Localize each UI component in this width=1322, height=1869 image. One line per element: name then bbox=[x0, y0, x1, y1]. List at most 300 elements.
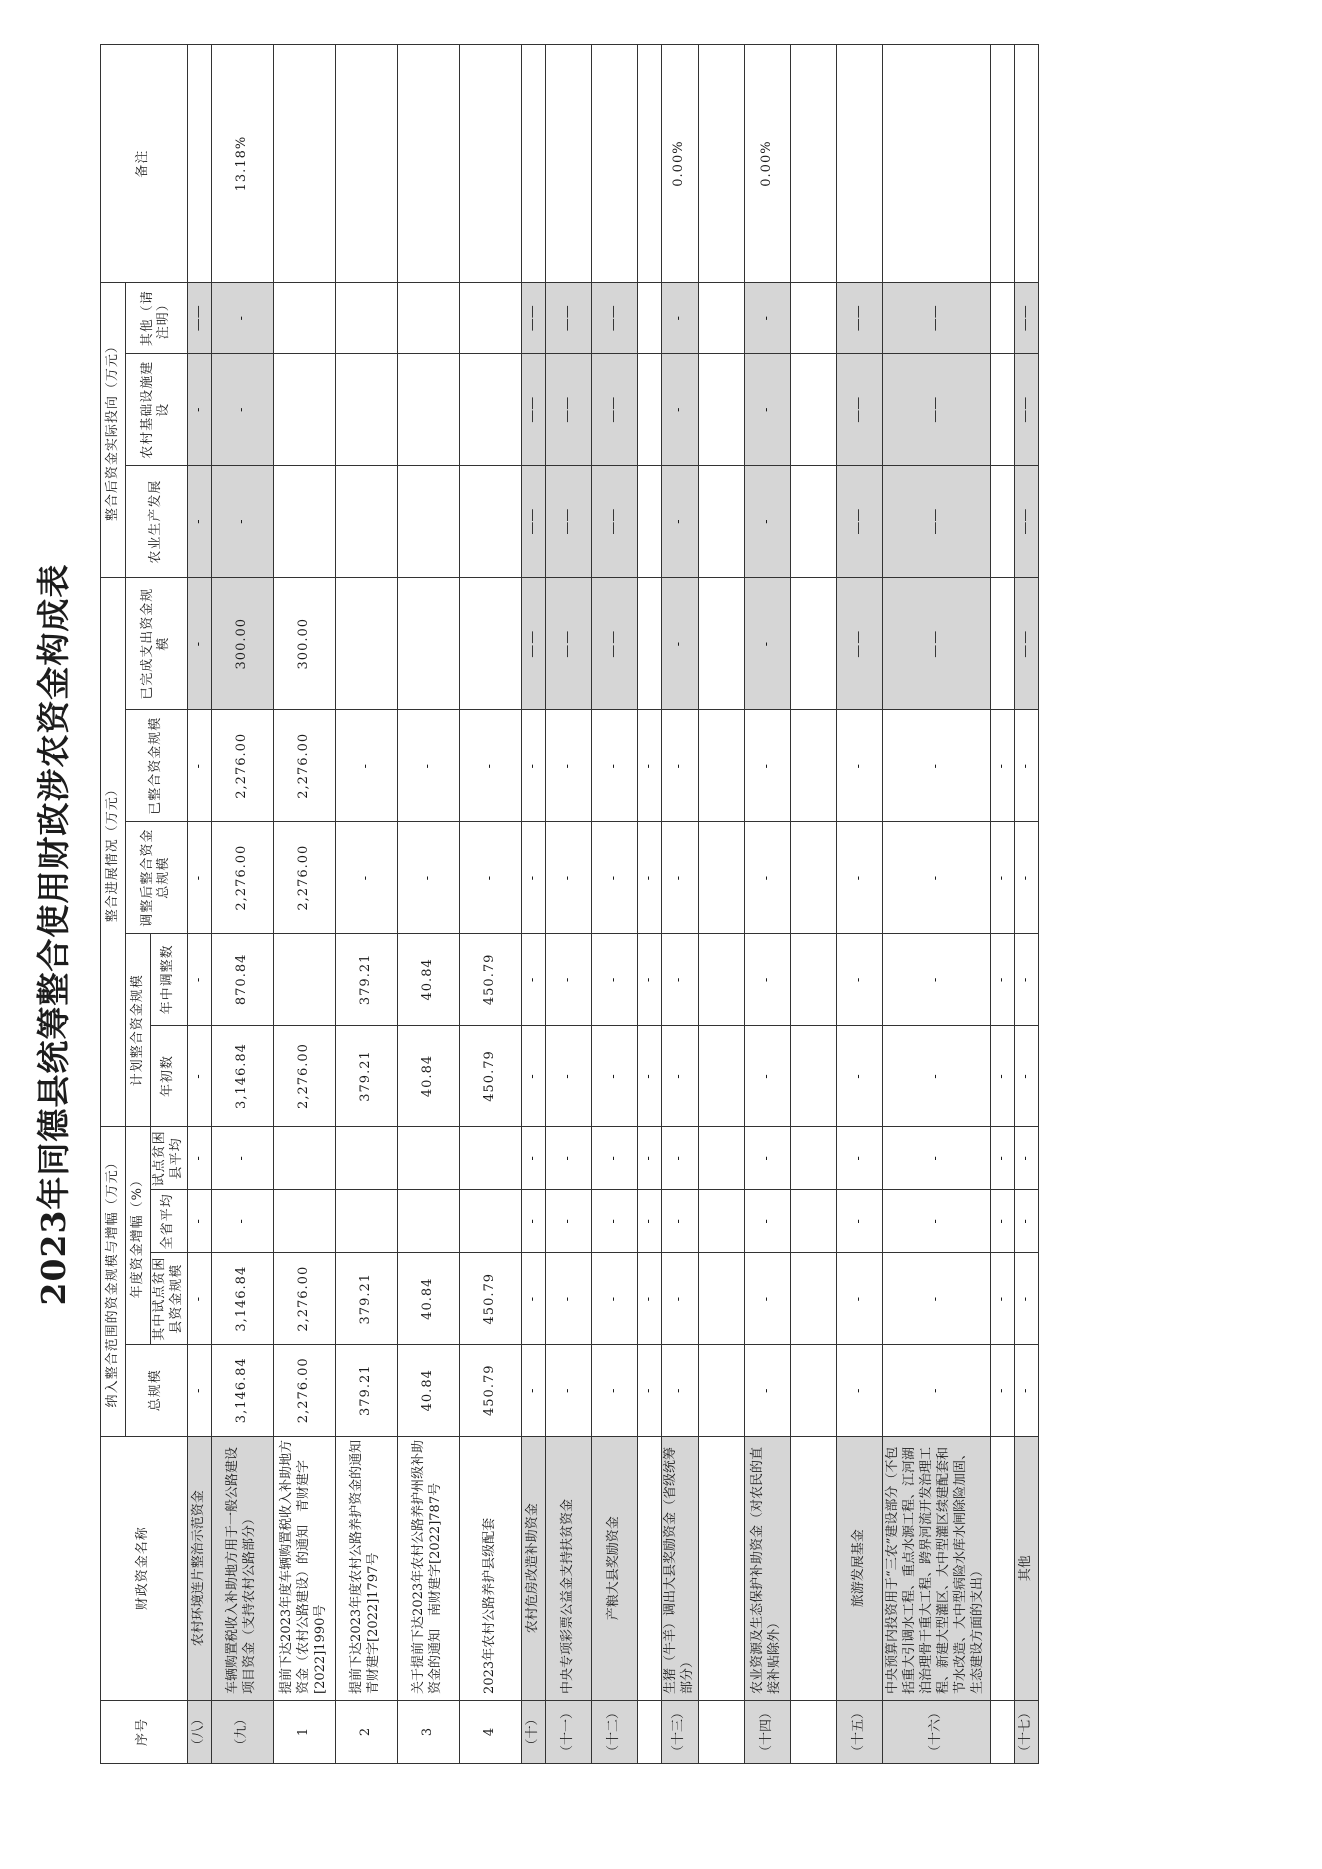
cell-begin-year: - bbox=[882, 1025, 990, 1127]
cell-rural-infra bbox=[397, 354, 459, 466]
cell-total-scale: 450.79 bbox=[459, 1344, 521, 1436]
cell-province-avg: - bbox=[591, 1190, 637, 1253]
cell-begin-year: - bbox=[661, 1025, 698, 1127]
cell-mid-adjust: - bbox=[882, 934, 990, 1026]
cell-remark: 0.00% bbox=[661, 45, 698, 283]
cell-pilot-scale: - bbox=[637, 1253, 661, 1345]
cell-remark bbox=[591, 45, 637, 283]
cell-begin-year: - bbox=[521, 1025, 545, 1127]
cell-adjusted-total: - bbox=[744, 822, 790, 934]
table-row bbox=[187, 45, 211, 1764]
cell-adjusted-total: - bbox=[661, 822, 698, 934]
cell-agri-prod: - bbox=[211, 466, 273, 578]
cell-spent bbox=[335, 578, 397, 710]
cell-seq bbox=[990, 1700, 1014, 1763]
table-row bbox=[1014, 45, 1038, 1764]
cell-province-avg bbox=[790, 1190, 836, 1253]
cell-adjusted-total: - bbox=[637, 822, 661, 934]
cell-remark bbox=[882, 45, 990, 283]
cell-adjusted-total: 2,276.00 bbox=[211, 822, 273, 934]
cell-province-avg: - bbox=[545, 1190, 591, 1253]
cell-other: —— bbox=[187, 283, 211, 354]
cell-adjusted-total: - bbox=[836, 822, 882, 934]
cell-other bbox=[990, 283, 1014, 354]
cell-province-avg bbox=[335, 1190, 397, 1253]
cell-fund-name bbox=[990, 1436, 1014, 1700]
cell-pilot-scale: - bbox=[591, 1253, 637, 1345]
table-row bbox=[591, 45, 637, 1764]
cell-adjusted-total: - bbox=[545, 822, 591, 934]
cell-begin-year: - bbox=[836, 1025, 882, 1127]
cell-begin-year: - bbox=[744, 1025, 790, 1127]
cell-pilot-avg: - bbox=[187, 1127, 211, 1190]
cell-agri-prod bbox=[397, 466, 459, 578]
cell-total-scale: - bbox=[637, 1344, 661, 1436]
table-row bbox=[397, 45, 459, 1764]
cell-fund-name: 车辆购置税收入补助地方用于一般公路建设项目资金（支持农村公路部分） bbox=[211, 1436, 273, 1700]
cell-adjusted-total: - bbox=[882, 822, 990, 934]
cell-begin-year: - bbox=[187, 1025, 211, 1127]
cell-seq: （十六） bbox=[882, 1700, 990, 1763]
cell-seq: （十三） bbox=[661, 1700, 698, 1763]
cell-begin-year: 2,276.00 bbox=[273, 1025, 335, 1127]
cell-province-avg: - bbox=[990, 1190, 1014, 1253]
cell-spent: - bbox=[661, 578, 698, 710]
cell-seq bbox=[637, 1700, 661, 1763]
cell-adjusted-total: - bbox=[521, 822, 545, 934]
cell-total-scale: - bbox=[661, 1344, 698, 1436]
cell-other: —— bbox=[591, 283, 637, 354]
cell-total-scale: - bbox=[990, 1344, 1014, 1436]
header-seq: 序号 bbox=[101, 1700, 188, 1763]
cell-pilot-scale: - bbox=[545, 1253, 591, 1345]
cell-pilot-avg bbox=[273, 1127, 335, 1190]
cell-spent bbox=[790, 578, 836, 710]
cell-fund-name: 产粮大县奖励资金 bbox=[591, 1436, 637, 1700]
cell-pilot-scale: - bbox=[744, 1253, 790, 1345]
cell-mid-adjust bbox=[273, 934, 335, 1026]
cell-integrated: - bbox=[521, 710, 545, 822]
cell-pilot-scale: 3,146.84 bbox=[211, 1253, 273, 1345]
cell-other bbox=[637, 283, 661, 354]
cell-remark: 0.00% bbox=[744, 45, 790, 283]
header-pilot-county-scale: 其中试点贫困县资金规模 bbox=[151, 1253, 188, 1345]
cell-rural-infra bbox=[273, 354, 335, 466]
cell-remark: 13.18% bbox=[211, 45, 273, 283]
table-row bbox=[661, 45, 698, 1764]
cell-pilot-avg bbox=[459, 1127, 521, 1190]
cell-integrated: - bbox=[459, 710, 521, 822]
cell-integrated bbox=[790, 710, 836, 822]
cell-remark bbox=[335, 45, 397, 283]
cell-pilot-scale: 379.21 bbox=[335, 1253, 397, 1345]
cell-fund-name: 2023年农村公路养护县级配套 bbox=[459, 1436, 521, 1700]
cell-total-scale: - bbox=[882, 1344, 990, 1436]
cell-agri-prod bbox=[459, 466, 521, 578]
cell-total-scale: - bbox=[187, 1344, 211, 1436]
cell-other: - bbox=[211, 283, 273, 354]
cell-other: —— bbox=[836, 283, 882, 354]
cell-other bbox=[790, 283, 836, 354]
cell-seq: 4 bbox=[459, 1700, 521, 1763]
cell-province-avg bbox=[397, 1190, 459, 1253]
cell-pilot-scale: - bbox=[187, 1253, 211, 1345]
cell-seq: （十一） bbox=[545, 1700, 591, 1763]
cell-begin-year: 379.21 bbox=[335, 1025, 397, 1127]
header-fund-name: 财政资金名称 bbox=[101, 1436, 188, 1700]
cell-mid-adjust: - bbox=[545, 934, 591, 1026]
cell-rural-infra: —— bbox=[1014, 354, 1038, 466]
cell-spent: —— bbox=[545, 578, 591, 710]
cell-remark bbox=[1014, 45, 1038, 283]
cell-spent bbox=[637, 578, 661, 710]
cell-other: —— bbox=[521, 283, 545, 354]
cell-agri-prod: —— bbox=[521, 466, 545, 578]
cell-province-avg: - bbox=[882, 1190, 990, 1253]
table-row bbox=[836, 45, 882, 1764]
cell-adjusted-total: - bbox=[187, 822, 211, 934]
cell-rural-infra bbox=[637, 354, 661, 466]
cell-begin-year: - bbox=[545, 1025, 591, 1127]
header-adjusted-total: 调整后整合资金总规模 bbox=[126, 822, 188, 934]
cell-pilot-scale bbox=[790, 1253, 836, 1345]
cell-fund-name bbox=[790, 1436, 836, 1700]
cell-mid-adjust: - bbox=[661, 934, 698, 1026]
cell-fund-name bbox=[698, 1436, 744, 1700]
cell-mid-adjust: - bbox=[591, 934, 637, 1026]
cell-rural-infra: —— bbox=[521, 354, 545, 466]
cell-province-avg: - bbox=[637, 1190, 661, 1253]
cell-fund-name: 农业资源及生态保护补助资金（对农民的直接补贴除外） bbox=[744, 1436, 790, 1700]
cell-agri-prod: —— bbox=[882, 466, 990, 578]
cell-mid-adjust: - bbox=[744, 934, 790, 1026]
cell-agri-prod bbox=[990, 466, 1014, 578]
cell-adjusted-total: - bbox=[990, 822, 1014, 934]
cell-pilot-avg: - bbox=[591, 1127, 637, 1190]
cell-mid-adjust: - bbox=[990, 934, 1014, 1026]
cell-pilot-scale bbox=[698, 1253, 744, 1345]
header-province-avg: 全省平均 bbox=[151, 1190, 188, 1253]
cell-spent: - bbox=[744, 578, 790, 710]
header-pilot-avg: 试点贫困县平均 bbox=[151, 1127, 188, 1190]
cell-integrated: - bbox=[661, 710, 698, 822]
cell-spent: —— bbox=[882, 578, 990, 710]
cell-total-scale: - bbox=[744, 1344, 790, 1436]
cell-total-scale: - bbox=[1014, 1344, 1038, 1436]
cell-agri-prod bbox=[273, 466, 335, 578]
cell-rural-infra bbox=[990, 354, 1014, 466]
cell-rural-infra: - bbox=[661, 354, 698, 466]
cell-mid-adjust: 450.79 bbox=[459, 934, 521, 1026]
cell-total-scale: - bbox=[521, 1344, 545, 1436]
cell-other bbox=[698, 283, 744, 354]
cell-begin-year bbox=[790, 1025, 836, 1127]
header-rural-infra: 农村基础设施建设 bbox=[126, 354, 188, 466]
cell-rural-infra: —— bbox=[545, 354, 591, 466]
cell-spent: - bbox=[187, 578, 211, 710]
cell-spent: —— bbox=[521, 578, 545, 710]
cell-adjusted-total: - bbox=[1014, 822, 1038, 934]
table-row bbox=[790, 45, 836, 1764]
cell-remark bbox=[698, 45, 744, 283]
cell-spent: 300.00 bbox=[273, 578, 335, 710]
cell-integrated: - bbox=[836, 710, 882, 822]
cell-province-avg: - bbox=[661, 1190, 698, 1253]
cell-pilot-avg: - bbox=[545, 1127, 591, 1190]
cell-other bbox=[459, 283, 521, 354]
cell-province-avg bbox=[459, 1190, 521, 1253]
cell-agri-prod: —— bbox=[591, 466, 637, 578]
cell-remark bbox=[790, 45, 836, 283]
cell-seq: （十四） bbox=[744, 1700, 790, 1763]
cell-pilot-avg: - bbox=[836, 1127, 882, 1190]
cell-seq: （九） bbox=[211, 1700, 273, 1763]
cell-adjusted-total bbox=[790, 822, 836, 934]
cell-agri-prod bbox=[335, 466, 397, 578]
cell-spent: —— bbox=[836, 578, 882, 710]
cell-mid-adjust: 870.84 bbox=[211, 934, 273, 1026]
cell-remark bbox=[990, 45, 1014, 283]
cell-spent bbox=[459, 578, 521, 710]
cell-rural-infra bbox=[459, 354, 521, 466]
cell-integrated: - bbox=[882, 710, 990, 822]
cell-seq: （十二） bbox=[591, 1700, 637, 1763]
cell-agri-prod: - bbox=[744, 466, 790, 578]
table-row bbox=[521, 45, 545, 1764]
cell-mid-adjust: 40.84 bbox=[397, 934, 459, 1026]
cell-seq: 1 bbox=[273, 1700, 335, 1763]
cell-rural-infra bbox=[698, 354, 744, 466]
cell-fund-name: 中央专项彩票公益金支持扶贫资金 bbox=[545, 1436, 591, 1700]
cell-remark bbox=[836, 45, 882, 283]
cell-pilot-avg bbox=[397, 1127, 459, 1190]
cell-adjusted-total bbox=[698, 822, 744, 934]
cell-province-avg: - bbox=[1014, 1190, 1038, 1253]
cell-fund-name: 生猪（牛羊）调出大县奖励资金（省级统筹部分） bbox=[661, 1436, 698, 1700]
table-row bbox=[335, 45, 397, 1764]
cell-integrated: - bbox=[990, 710, 1014, 822]
cell-fund-name: 中央预算内投资用于“三农”建设部分（不包括重大引调水工程、重点水源工程、江河湖泊治理骨干重大工程、跨界河流开发治理工程、新建大型灌区、大中型灌区续建配套和节水改造、大中型病险水库水闸除险加固、生态建设方面的支出） bbox=[882, 1436, 990, 1700]
cell-seq: （十七） bbox=[1014, 1700, 1038, 1763]
cell-province-avg bbox=[698, 1190, 744, 1253]
cell-seq: 3 bbox=[397, 1700, 459, 1763]
cell-mid-adjust: - bbox=[1014, 934, 1038, 1026]
cell-agri-prod bbox=[790, 466, 836, 578]
cell-other bbox=[335, 283, 397, 354]
cell-other: —— bbox=[545, 283, 591, 354]
cell-mid-adjust: - bbox=[836, 934, 882, 1026]
cell-rural-infra: —— bbox=[882, 354, 990, 466]
cell-spent: —— bbox=[1014, 578, 1038, 710]
cell-agri-prod: —— bbox=[1014, 466, 1038, 578]
cell-fund-name: 提前下达2023年度农村公路养护资金的通知 青财建字[2022]1797号 bbox=[335, 1436, 397, 1700]
cell-integrated: 2,276.00 bbox=[273, 710, 335, 822]
cell-begin-year: - bbox=[637, 1025, 661, 1127]
cell-rural-infra: —— bbox=[836, 354, 882, 466]
cell-integrated: - bbox=[335, 710, 397, 822]
table-row bbox=[211, 45, 273, 1764]
cell-fund-name: 农村危房改造补助资金 bbox=[521, 1436, 545, 1700]
cell-pilot-scale: - bbox=[521, 1253, 545, 1345]
cell-other: —— bbox=[1014, 283, 1038, 354]
cell-pilot-avg: - bbox=[1014, 1127, 1038, 1190]
cell-seq bbox=[790, 1700, 836, 1763]
table-row bbox=[273, 45, 335, 1764]
cell-agri-prod: - bbox=[661, 466, 698, 578]
cell-pilot-scale: 40.84 bbox=[397, 1253, 459, 1345]
cell-fund-name bbox=[637, 1436, 661, 1700]
cell-total-scale: 3,146.84 bbox=[211, 1344, 273, 1436]
cell-spent bbox=[397, 578, 459, 710]
table-body bbox=[187, 45, 1038, 1764]
cell-remark bbox=[273, 45, 335, 283]
cell-integrated: - bbox=[591, 710, 637, 822]
cell-pilot-avg: - bbox=[882, 1127, 990, 1190]
page-title: 2023年同德县统筹整合使用财政涉农资金构成表 bbox=[34, 563, 73, 1306]
cell-agri-prod: —— bbox=[545, 466, 591, 578]
cell-other bbox=[397, 283, 459, 354]
cell-total-scale: 379.21 bbox=[335, 1344, 397, 1436]
cell-province-avg: - bbox=[187, 1190, 211, 1253]
cell-pilot-avg: - bbox=[637, 1127, 661, 1190]
table-row bbox=[698, 45, 744, 1764]
header-agri-prod: 农业生产发展 bbox=[126, 466, 188, 578]
cell-other bbox=[273, 283, 335, 354]
cell-total-scale: - bbox=[836, 1344, 882, 1436]
header-begin-year: 年初数 bbox=[151, 1025, 188, 1127]
cell-spent: 300.00 bbox=[211, 578, 273, 710]
cell-integrated: 2,276.00 bbox=[211, 710, 273, 822]
cell-integrated: - bbox=[187, 710, 211, 822]
cell-remark bbox=[637, 45, 661, 283]
cell-mid-adjust: - bbox=[187, 934, 211, 1026]
cell-seq: 2 bbox=[335, 1700, 397, 1763]
cell-pilot-scale: - bbox=[882, 1253, 990, 1345]
cell-total-scale: 40.84 bbox=[397, 1344, 459, 1436]
cell-integrated: - bbox=[397, 710, 459, 822]
cell-integrated: - bbox=[637, 710, 661, 822]
table-row bbox=[990, 45, 1014, 1764]
cell-mid-adjust bbox=[698, 934, 744, 1026]
cell-remark bbox=[545, 45, 591, 283]
cell-total-scale: - bbox=[545, 1344, 591, 1436]
cell-fund-name: 提前下达2023年度车辆购置税收入补助地方资金（农村公路建设）的通知 青财建字[2022]1990号 bbox=[273, 1436, 335, 1700]
cell-spent bbox=[990, 578, 1014, 710]
cell-rural-infra: - bbox=[187, 354, 211, 466]
cell-rural-infra: - bbox=[744, 354, 790, 466]
cell-province-avg: - bbox=[836, 1190, 882, 1253]
cell-province-avg: - bbox=[521, 1190, 545, 1253]
cell-seq bbox=[698, 1700, 744, 1763]
cell-pilot-scale: - bbox=[661, 1253, 698, 1345]
cell-agri-prod bbox=[637, 466, 661, 578]
header-total-scale: 总规模 bbox=[126, 1344, 188, 1436]
header-mid-adjust: 年中调整数 bbox=[151, 934, 188, 1026]
cell-other: - bbox=[661, 283, 698, 354]
header-actual-use: 整合后资金实际投向（万元） bbox=[101, 283, 126, 578]
cell-remark bbox=[521, 45, 545, 283]
cell-adjusted-total: - bbox=[591, 822, 637, 934]
cell-seq: （十五） bbox=[836, 1700, 882, 1763]
cell-mid-adjust: - bbox=[637, 934, 661, 1026]
cell-mid-adjust: 379.21 bbox=[335, 934, 397, 1026]
cell-pilot-scale: 450.79 bbox=[459, 1253, 521, 1345]
header-spent: 已完成支出资金规模 bbox=[126, 578, 188, 710]
cell-pilot-avg bbox=[335, 1127, 397, 1190]
cell-spent: —— bbox=[591, 578, 637, 710]
header-annual-growth: 年度资金增幅（%） bbox=[126, 1127, 151, 1345]
cell-begin-year: - bbox=[1014, 1025, 1038, 1127]
cell-mid-adjust bbox=[790, 934, 836, 1026]
cell-pilot-avg: - bbox=[661, 1127, 698, 1190]
cell-mid-adjust: - bbox=[521, 934, 545, 1026]
cell-integrated: - bbox=[545, 710, 591, 822]
cell-seq: （八） bbox=[187, 1700, 211, 1763]
cell-begin-year: 40.84 bbox=[397, 1025, 459, 1127]
table-row bbox=[882, 45, 990, 1764]
table-row bbox=[744, 45, 790, 1764]
cell-spent bbox=[698, 578, 744, 710]
table-row bbox=[545, 45, 591, 1764]
cell-rural-infra bbox=[335, 354, 397, 466]
cell-pilot-scale: - bbox=[1014, 1253, 1038, 1345]
header-progress: 整合进展情况（万元） bbox=[101, 578, 126, 1127]
cell-agri-prod: - bbox=[187, 466, 211, 578]
cell-pilot-avg: - bbox=[211, 1127, 273, 1190]
header-other: 其他（请注明） bbox=[126, 283, 188, 354]
cell-pilot-avg bbox=[698, 1127, 744, 1190]
cell-fund-name: 农村环境连片整治示范资金 bbox=[187, 1436, 211, 1700]
cell-fund-name: 关于提前下达2023年农村公路养护州级补助资金的通知 南财建字[2022]787号 bbox=[397, 1436, 459, 1700]
cell-pilot-avg: - bbox=[990, 1127, 1014, 1190]
cell-agri-prod bbox=[698, 466, 744, 578]
cell-begin-year: - bbox=[990, 1025, 1014, 1127]
cell-fund-name: 其他 bbox=[1014, 1436, 1038, 1700]
cell-other: - bbox=[744, 283, 790, 354]
cell-rural-infra bbox=[790, 354, 836, 466]
cell-province-avg: - bbox=[211, 1190, 273, 1253]
cell-agri-prod: —— bbox=[836, 466, 882, 578]
cell-integrated: - bbox=[1014, 710, 1038, 822]
cell-pilot-avg bbox=[790, 1127, 836, 1190]
cell-rural-infra: —— bbox=[591, 354, 637, 466]
cell-remark bbox=[397, 45, 459, 283]
cell-integrated: - bbox=[744, 710, 790, 822]
fund-table bbox=[100, 44, 1039, 1764]
cell-integrated bbox=[698, 710, 744, 822]
cell-total-scale bbox=[698, 1344, 744, 1436]
cell-rural-infra: - bbox=[211, 354, 273, 466]
cell-adjusted-total: - bbox=[459, 822, 521, 934]
table-row bbox=[459, 45, 521, 1764]
cell-begin-year: 3,146.84 bbox=[211, 1025, 273, 1127]
cell-adjusted-total: - bbox=[335, 822, 397, 934]
cell-province-avg: - bbox=[744, 1190, 790, 1253]
cell-remark bbox=[459, 45, 521, 283]
cell-total-scale bbox=[790, 1344, 836, 1436]
table-header bbox=[101, 45, 188, 1764]
header-remark: 备注 bbox=[101, 45, 188, 283]
cell-remark bbox=[187, 45, 211, 283]
cell-pilot-scale: 2,276.00 bbox=[273, 1253, 335, 1345]
cell-begin-year bbox=[698, 1025, 744, 1127]
header-integrated: 已整合资金规模 bbox=[126, 710, 188, 822]
cell-fund-name: 旅游发展基金 bbox=[836, 1436, 882, 1700]
cell-begin-year: - bbox=[591, 1025, 637, 1127]
cell-pilot-avg: - bbox=[744, 1127, 790, 1190]
header-planned: 计划整合资金规模 bbox=[126, 934, 151, 1127]
cell-adjusted-total: - bbox=[397, 822, 459, 934]
